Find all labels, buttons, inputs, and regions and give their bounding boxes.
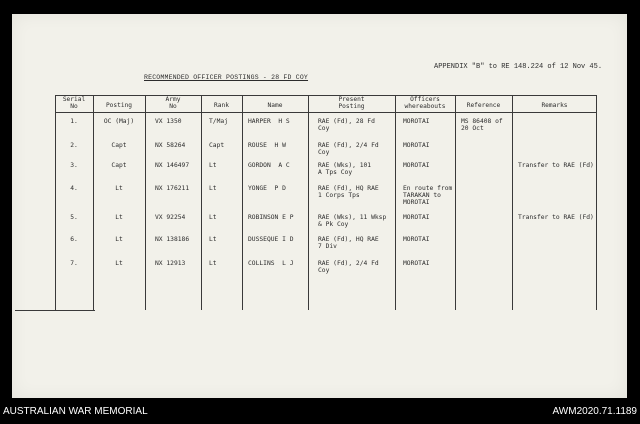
column-header: Posting [105,102,133,109]
table-cell-present: RAE (Fd), HQ RAE 7 Div [318,236,379,250]
table-column-rule [308,95,309,310]
column-header: Name [267,102,283,109]
table-cell-army-no: NX 58264 [155,142,186,149]
table-cell-rank: Lt [209,260,217,267]
table-column-rule [201,95,202,310]
table-cell-where: MOROTAI [403,142,430,149]
table-cell-serial: 2. [70,142,78,149]
table-cell-where: MOROTAI [403,236,430,243]
table-column-rule [55,95,56,310]
table-cell-rank: Capt [209,142,225,149]
table-cell-serial: 6. [70,236,78,243]
table-cell-posting: Lt [115,236,123,243]
table-cell-name: GORDON A C [248,162,290,169]
table-cell-present: RAE (Wks), 11 Wksp & Pk Coy [318,214,387,228]
column-header: Remarks [541,102,568,109]
table-cell-army-no: NX 146497 [155,162,190,169]
table-cell-where: MOROTAI [403,118,430,125]
footer-bar [0,400,640,424]
appendix-reference: APPENDIX "B" to RE 148.224 of 12 Nov 45. [434,63,603,71]
table-column-rule [455,95,456,310]
table-cell-where: En route from TARAKAN to MOROTAI [403,185,453,206]
table-cell-present: RAE (Fd), HQ RAE 1 Corps Tps [318,185,379,199]
column-header: Present Posting [338,96,365,110]
table-cell-where: MOROTAI [403,162,430,169]
table-cell-rank: Lt [209,214,217,221]
table-cell-remarks: Transfer to RAE (Fd) [518,162,594,169]
table-bottom-rule [15,310,95,311]
table-cell-posting: Lt [115,260,123,267]
footer-accession-number: AWM2020.71.1189 [552,406,637,417]
table-cell-army-no: VX 92254 [155,214,186,221]
table-cell-rank: Lt [209,236,217,243]
table-cell-serial: 5. [70,214,78,221]
table-cell-army-no: NX 138186 [155,236,190,243]
table-cell-serial: 1. [70,118,78,125]
table-cell-present: RAE (Fd), 2/4 Fd Coy [318,260,379,274]
postings-table [55,95,597,310]
table-cell-name: YONGE P D [248,185,286,192]
table-cell-where: MOROTAI [403,214,430,221]
table-cell-name: COLLINS L J [248,260,294,267]
column-header: Officers whereabouts [404,96,446,110]
table-column-rule [596,95,597,310]
table-header-rule [55,112,597,113]
table-cell-serial: 7. [70,260,78,267]
table-cell-name: DUSSEQUE I D [248,236,294,243]
table-column-rule [93,95,94,310]
table-cell-posting: Capt [111,162,127,169]
footer-institution: AUSTRALIAN WAR MEMORIAL [3,406,148,417]
table-cell-posting: Capt [111,142,127,149]
table-column-rule [145,95,146,310]
table-cell-present: RAE (Wks), 101 A Tps Coy [318,162,372,176]
table-cell-army-no: NX 12913 [155,260,186,267]
column-header: Serial No [62,96,86,110]
table-column-rule [512,95,513,310]
table-cell-where: MOROTAI [403,260,430,267]
table-cell-posting: Lt [115,185,123,192]
table-cell-present: RAE (Fd), 28 Fd Coy [318,118,375,132]
table-cell-name: HARPER H S [248,118,290,125]
table-cell-name: ROBINSON E P [248,214,294,221]
table-cell-army-no: NX 176211 [155,185,190,192]
table-column-rule [242,95,243,310]
table-cell-army-no: VX 1350 [155,118,182,125]
table-cell-serial: 3. [70,162,78,169]
table-cell-ref: MS 86408 of 20 Oct [461,118,503,132]
table-cell-serial: 4. [70,185,78,192]
table-cell-remarks: Transfer to RAE (Fd) [518,214,594,221]
column-header: Reference [466,102,501,109]
table-cell-rank: Lt [209,162,217,169]
table-cell-posting: OC (Maj) [103,118,135,125]
table-cell-rank: T/Maj [209,118,228,125]
table-cell-present: RAE (Fd), 2/4 Fd Coy [318,142,379,156]
table-cell-rank: Lt [209,185,217,192]
document-title: RECOMMENDED OFFICER POSTINGS - 28 FD COY [144,74,309,81]
table-column-rule [395,95,396,310]
column-header: Army No [165,96,181,110]
column-header: Rank [214,102,229,109]
table-cell-name: ROUSE H W [248,142,286,149]
table-cell-posting: Lt [115,214,123,221]
